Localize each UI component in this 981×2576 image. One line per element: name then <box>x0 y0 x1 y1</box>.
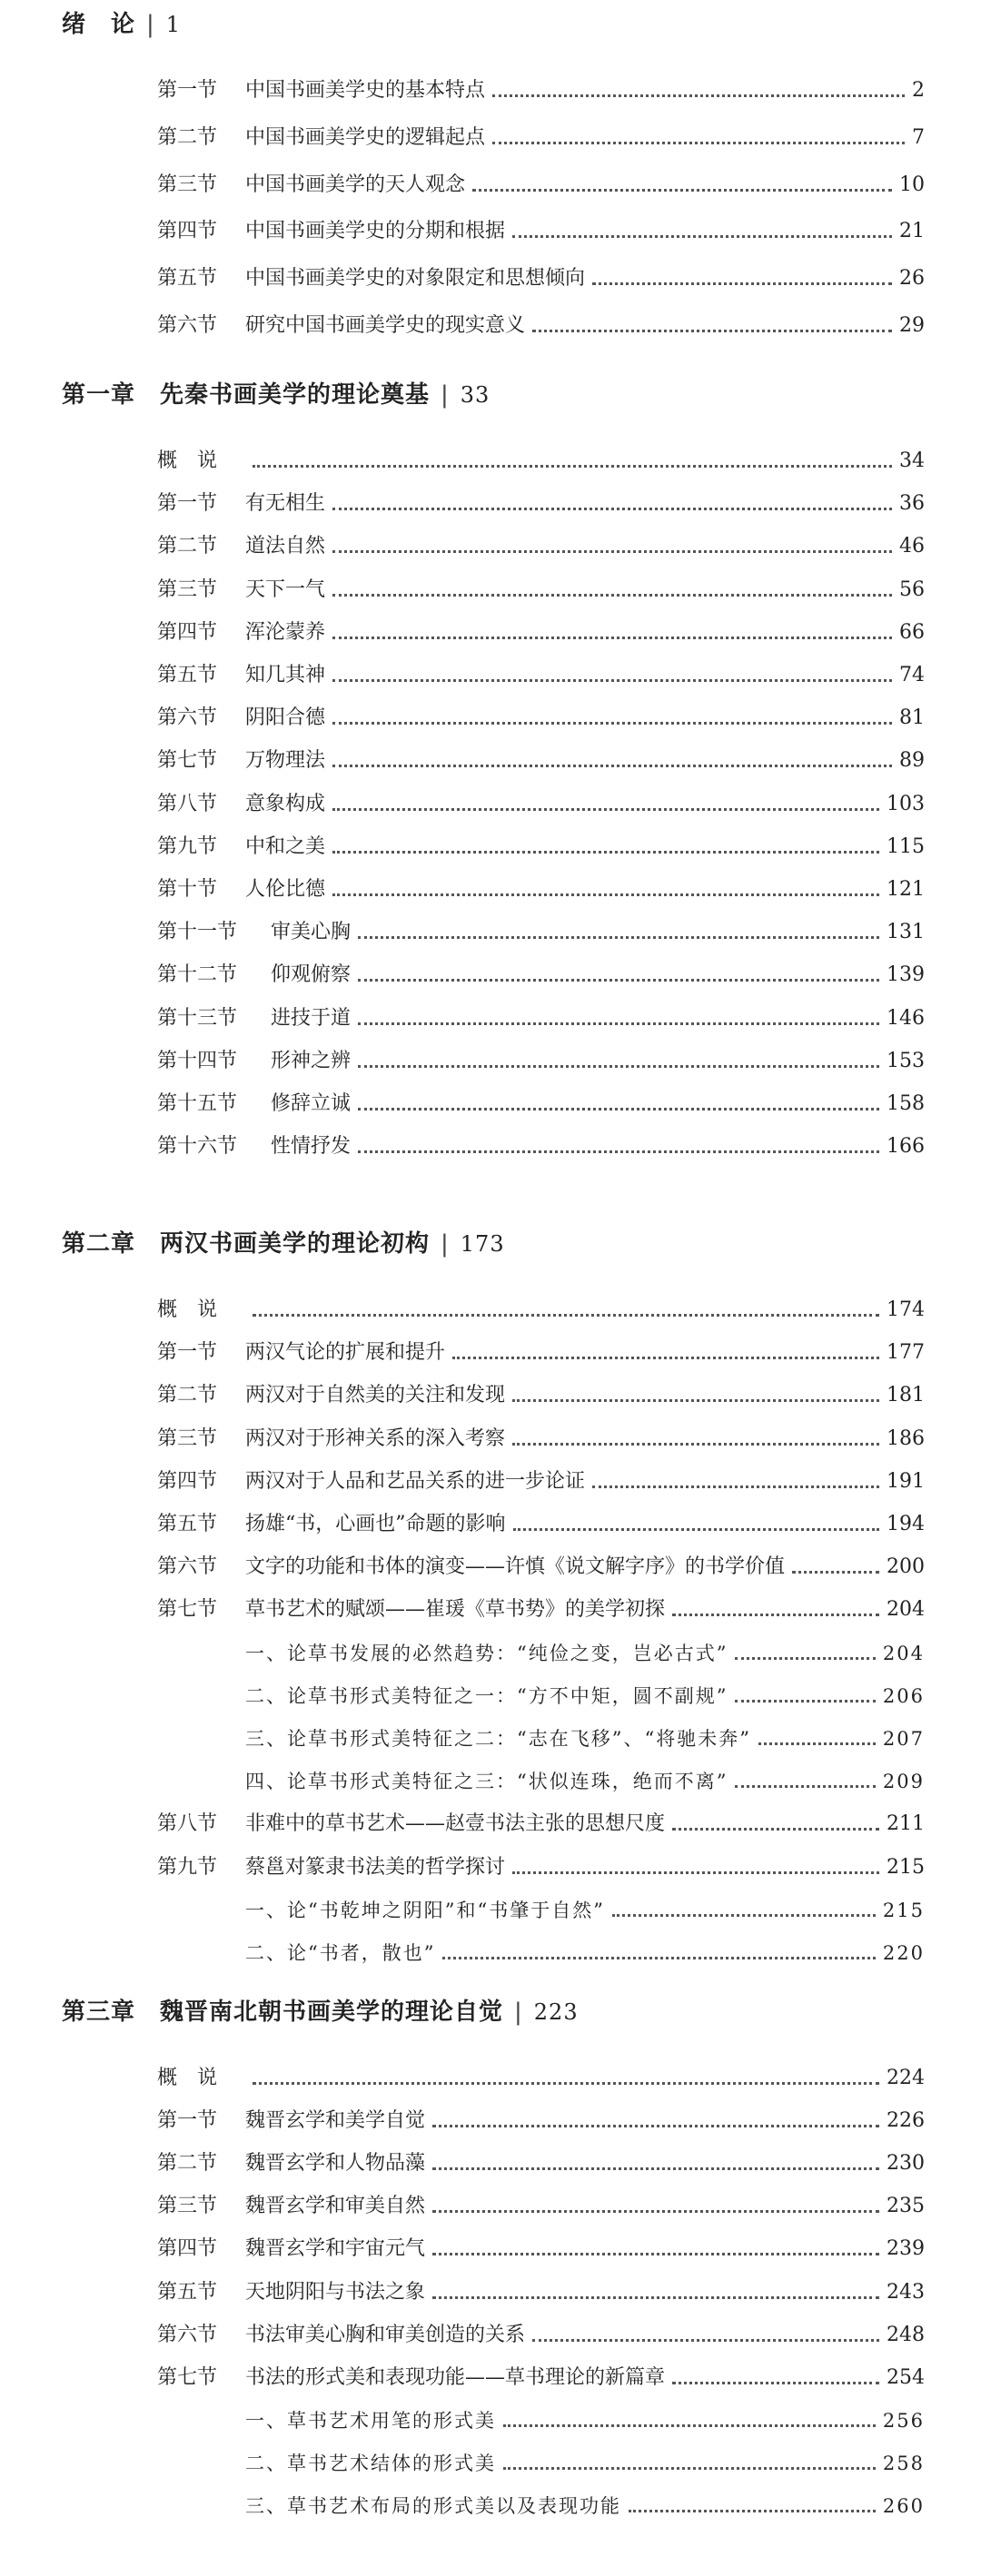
page-number: 74 <box>899 664 925 686</box>
chapter-title: 第三章 魏晋南北朝书画美学的理论自觉 <box>62 1999 504 2026</box>
dot-leader <box>358 1108 879 1110</box>
section-title: 蔡邕对篆隶书法美的哲学探讨 <box>245 1856 506 1879</box>
toc-entry[interactable] <box>157 2363 925 2393</box>
section-label: 第十节 <box>157 878 218 901</box>
page-number: 181 <box>887 1384 925 1406</box>
toc-entry[interactable] <box>157 1295 925 1326</box>
section-label: 第二节 <box>157 1384 218 1406</box>
toc-subentry[interactable] <box>245 1938 925 1969</box>
toc-subentry[interactable] <box>245 2405 925 2436</box>
section-title: 一、论“书乾坤之阴阳”和“书肇于自然” <box>245 1900 605 1921</box>
section-label: 第四节 <box>157 2237 218 2260</box>
section-label: 第五节 <box>157 267 218 290</box>
toc-entry[interactable] <box>157 1509 925 1540</box>
toc-entry[interactable] <box>157 446 925 477</box>
section-title: 中国书画美学史的逻辑起点 <box>245 126 486 149</box>
page-number: 243 <box>887 2281 925 2304</box>
dot-leader <box>332 893 879 896</box>
page-number: 103 <box>887 793 925 815</box>
toc-subentry[interactable] <box>245 1723 925 1754</box>
section-title: 两汉气论的扩展和提升 <box>245 1341 446 1364</box>
section-title: 中和之美 <box>245 835 326 858</box>
dot-leader <box>253 1314 879 1317</box>
dot-leader <box>629 2510 876 2512</box>
section-label: 第十五节 <box>157 1092 238 1115</box>
page-number: 256 <box>882 2410 925 2432</box>
page-number: 260 <box>882 2495 925 2517</box>
dot-leader <box>332 722 892 725</box>
section-title: 魏晋玄学和美学自觉 <box>245 2109 426 2132</box>
separator: | <box>441 381 450 409</box>
section-label: 第三节 <box>157 578 218 601</box>
toc-entry[interactable] <box>157 123 925 153</box>
page-number: 194 <box>887 1513 925 1535</box>
section-label: 第四节 <box>157 1470 218 1493</box>
section-label: 第十六节 <box>157 1135 238 1158</box>
section-label: 第二节 <box>157 126 218 149</box>
section-title: 意象构成 <box>245 793 326 815</box>
page-number: 230 <box>887 2152 925 2175</box>
dot-leader <box>503 2424 876 2427</box>
chapter-page-number: 223 <box>533 1999 579 2025</box>
section-label: 第七节 <box>157 749 218 772</box>
dot-leader <box>503 2467 876 2470</box>
section-title: 审美心胸 <box>271 921 352 943</box>
toc-entry[interactable] <box>157 960 925 991</box>
separator: | <box>514 1999 523 2026</box>
chapter-title: 绪 论 <box>62 11 136 38</box>
page-number: 215 <box>882 1900 925 1921</box>
page-number: 226 <box>887 2109 925 2132</box>
dot-leader <box>492 94 905 97</box>
page-number: 26 <box>899 267 925 290</box>
dot-leader <box>332 851 879 854</box>
section-label: 第十二节 <box>157 963 238 986</box>
dot-leader <box>452 1357 879 1359</box>
toc-entry[interactable] <box>157 311 925 341</box>
page-number: 224 <box>887 2067 925 2089</box>
page-number: 215 <box>887 1856 925 1879</box>
dot-leader <box>358 979 879 982</box>
section-title: 中国书画美学的天人观念 <box>245 173 466 196</box>
section-label: 第三节 <box>157 173 218 196</box>
section-title: 两汉对于自然美的关注和发现 <box>245 1384 506 1406</box>
dot-leader <box>332 637 892 639</box>
toc-entry[interactable] <box>157 1089 925 1120</box>
section-title: 扬雄“书，心画也”命题的影响 <box>245 1513 506 1535</box>
toc-entry[interactable] <box>157 789 925 820</box>
section-label: 第五节 <box>157 1513 218 1535</box>
dot-leader <box>672 1828 879 1831</box>
section-title: 二、论“书者，散也” <box>245 1942 436 1964</box>
section-label: 第五节 <box>157 664 218 686</box>
page-number: 153 <box>887 1050 925 1072</box>
dot-leader <box>512 235 892 238</box>
dot-leader <box>432 2125 879 2127</box>
toc-entry[interactable] <box>157 75 925 106</box>
dot-leader <box>332 679 892 682</box>
page-number: 166 <box>887 1135 925 1158</box>
page-number: 21 <box>899 220 925 242</box>
section-label: 第十一节 <box>157 921 238 943</box>
toc-entry[interactable] <box>157 170 925 201</box>
dot-leader <box>513 1528 880 1531</box>
page-number: 206 <box>882 1685 925 1707</box>
page-number: 158 <box>887 1092 925 1115</box>
dot-leader <box>432 2296 879 2299</box>
section-title: 一、论草书发展的必然趋势：“纯俭之变，岂必古式” <box>245 1643 728 1664</box>
dot-leader <box>358 1022 879 1025</box>
section-title: 非难中的草书艺术——赵壹书法主张的思想尺度 <box>245 1812 666 1835</box>
toc-entry[interactable] <box>157 1003 925 1034</box>
dot-leader <box>332 508 892 510</box>
page-number: 36 <box>899 492 925 515</box>
dot-leader <box>532 330 892 332</box>
section-label: 概 说 <box>157 1298 218 1321</box>
page-number: 248 <box>887 2324 925 2346</box>
section-label: 第一节 <box>157 1341 218 1364</box>
toc-entry[interactable] <box>157 2277 925 2308</box>
dot-leader <box>592 282 892 285</box>
section-title: 中国书画美学史的基本特点 <box>245 79 486 102</box>
toc-entry[interactable] <box>157 263 925 294</box>
section-title: 性情抒发 <box>271 1135 352 1158</box>
section-title: 仰观俯察 <box>271 963 352 986</box>
section-title: 修辞立诚 <box>271 1092 352 1115</box>
toc-subentry[interactable] <box>245 1766 925 1797</box>
page-number: 204 <box>882 1643 925 1664</box>
dot-leader <box>253 465 892 468</box>
toc-subentry[interactable] <box>245 1681 925 1712</box>
toc-entry[interactable] <box>157 832 925 863</box>
section-title: 二、草书艺术结体的形式美 <box>245 2453 496 2474</box>
dot-leader <box>253 2082 879 2085</box>
section-label: 第四节 <box>157 621 218 644</box>
section-title: 魏晋玄学和人物品藻 <box>245 2152 426 2175</box>
toc-entry[interactable] <box>157 1466 925 1497</box>
chapter-title: 第二章 两汉书画美学的理论初构 <box>62 1230 431 1258</box>
section-title: 阴阳合德 <box>245 706 326 729</box>
chapter-page-number: 173 <box>460 1231 505 1257</box>
section-label: 第三节 <box>157 1427 218 1450</box>
section-title: 魏晋玄学和审美自然 <box>245 2195 426 2217</box>
section-title: 三、论草书形式美特征之二：“志在飞移”、“将驰未奔” <box>245 1728 751 1750</box>
dot-leader <box>672 1614 879 1616</box>
page-number: 211 <box>887 1812 925 1835</box>
section-label: 第六节 <box>157 706 218 729</box>
section-label: 第六节 <box>157 314 218 337</box>
toc-entry[interactable] <box>157 617 925 648</box>
page-number: 131 <box>887 921 925 943</box>
section-title: 研究中国书画美学史的现实意义 <box>245 314 526 337</box>
toc-entry[interactable] <box>157 660 925 691</box>
dot-leader <box>358 1065 879 1068</box>
section-label: 第二节 <box>157 535 218 558</box>
dot-leader <box>758 1742 876 1745</box>
section-label: 第六节 <box>157 2324 218 2346</box>
page-number: 177 <box>887 1341 925 1364</box>
toc-entry[interactable] <box>157 1552 925 1583</box>
dot-leader <box>472 189 892 192</box>
chapter-heading <box>62 1229 505 1259</box>
toc-entry[interactable] <box>157 1380 925 1411</box>
toc-entry[interactable] <box>157 531 925 562</box>
dot-leader <box>735 1785 875 1788</box>
section-title: 天地阴阳与书法之象 <box>245 2281 426 2304</box>
section-label: 第七节 <box>157 2366 218 2389</box>
page-number: 81 <box>899 706 925 729</box>
section-title: 一、草书艺术用笔的形式美 <box>245 2410 496 2432</box>
chapter-heading <box>62 380 490 410</box>
dot-leader <box>432 2210 879 2213</box>
chapter-title: 第一章 先秦书画美学的理论奠基 <box>62 381 431 409</box>
chapter-page-number: 33 <box>460 382 490 408</box>
toc-entry[interactable] <box>157 575 925 606</box>
section-title: 两汉对于形神关系的深入考察 <box>245 1427 506 1450</box>
page-number: 254 <box>887 2366 925 2389</box>
section-title: 中国书画美学史的分期和根据 <box>245 220 506 242</box>
section-title: 三、草书艺术布局的形式美以及表现功能 <box>245 2495 621 2517</box>
section-title: 二、论草书形式美特征之一：“方不中矩，圆不副规” <box>245 1685 728 1707</box>
page-number: 29 <box>899 314 925 337</box>
toc-entry[interactable] <box>157 2191 925 2222</box>
section-label: 第七节 <box>157 1598 218 1621</box>
dot-leader <box>432 2253 879 2255</box>
page-number: 209 <box>882 1771 925 1792</box>
section-title: 魏晋玄学和宇宙元气 <box>245 2237 426 2260</box>
dot-leader <box>672 2382 879 2384</box>
page-number: 139 <box>887 963 925 986</box>
page-number: 220 <box>882 1942 925 1964</box>
section-label: 第五节 <box>157 2281 218 2304</box>
toc-entry[interactable] <box>157 1337 925 1368</box>
page-number: 56 <box>899 578 925 601</box>
page-number: 66 <box>899 621 925 644</box>
page-number: 239 <box>887 2237 925 2260</box>
toc-entry[interactable] <box>157 745 925 776</box>
toc-entry[interactable] <box>157 1809 925 1840</box>
toc-entry[interactable] <box>157 1594 925 1625</box>
dot-leader <box>532 2339 879 2342</box>
page-number: 121 <box>887 878 925 901</box>
chapter-heading <box>62 9 181 40</box>
toc-entry[interactable] <box>157 1424 925 1455</box>
section-label: 第一节 <box>157 492 218 515</box>
separator: | <box>146 11 155 38</box>
page-number: 174 <box>887 1298 925 1321</box>
section-title: 知几其神 <box>245 664 326 686</box>
section-label: 第九节 <box>157 835 218 858</box>
toc-entry[interactable] <box>157 489 925 519</box>
section-label: 第八节 <box>157 793 218 815</box>
section-title: 道法自然 <box>245 535 326 558</box>
toc-entry[interactable] <box>157 703 925 734</box>
section-label: 第三节 <box>157 2195 218 2217</box>
section-title: 天下一气 <box>245 578 326 601</box>
section-label: 概 说 <box>157 449 218 472</box>
toc-entry[interactable] <box>157 2320 925 2351</box>
section-label: 第二节 <box>157 2152 218 2175</box>
page-number: 34 <box>899 449 925 472</box>
dot-leader <box>358 1150 879 1153</box>
dot-leader <box>612 1914 876 1917</box>
toc-entry[interactable] <box>157 1852 925 1883</box>
toc-subentry[interactable] <box>245 2491 925 2522</box>
section-label: 第十四节 <box>157 1050 238 1072</box>
dot-leader <box>332 550 892 553</box>
section-title: 书法的形式美和表现功能——草书理论的新篇章 <box>245 2366 666 2389</box>
section-title: 有无相生 <box>245 492 326 515</box>
separator: | <box>441 1230 450 1258</box>
toc-entry[interactable] <box>157 1131 925 1162</box>
toc-entry[interactable] <box>157 216 925 247</box>
section-label: 第八节 <box>157 1812 218 1835</box>
toc-entry[interactable] <box>157 917 925 948</box>
dot-leader <box>432 2167 879 2170</box>
section-title: 进技于道 <box>271 1007 352 1030</box>
page-number: 258 <box>882 2453 925 2474</box>
section-title: 两汉对于人品和艺品关系的进一步论证 <box>245 1470 586 1493</box>
page-number: 46 <box>899 535 925 558</box>
section-label: 第一节 <box>157 79 218 102</box>
section-title: 草书艺术的赋颂——崔瑗《草书势》的美学初探 <box>245 1598 666 1621</box>
section-label: 第一节 <box>157 2109 218 2132</box>
toc-entry[interactable] <box>157 874 925 905</box>
dot-leader <box>735 1700 875 1703</box>
toc-entry[interactable] <box>157 2234 925 2265</box>
chapter-page-number: 1 <box>165 12 182 37</box>
toc-subentry[interactable] <box>245 1895 925 1926</box>
section-title: 文字的功能和书体的演变——许慎《说文解字序》的书学价值 <box>245 1555 786 1578</box>
section-label: 概 说 <box>157 2067 218 2089</box>
section-label: 第九节 <box>157 1856 218 1879</box>
section-title: 浑沦蒙养 <box>245 621 326 644</box>
page-number: 7 <box>912 126 925 149</box>
page-number: 191 <box>887 1470 925 1493</box>
section-title: 四、论草书形式美特征之三：“状似连珠，绝而不离” <box>245 1771 728 1792</box>
dot-leader <box>735 1657 875 1660</box>
toc-subentry[interactable] <box>245 2448 925 2479</box>
page-number: 146 <box>887 1007 925 1030</box>
dot-leader <box>592 1485 879 1488</box>
dot-leader <box>442 1957 875 1959</box>
chapter-heading <box>62 1997 579 2028</box>
page-number: 207 <box>882 1728 925 1750</box>
toc-subentry[interactable] <box>245 1638 925 1669</box>
section-title: 人伦比德 <box>245 878 326 901</box>
page-number: 115 <box>887 835 925 858</box>
dot-leader <box>492 142 905 144</box>
toc-entry[interactable] <box>157 2063 925 2094</box>
dot-leader <box>512 1871 879 1874</box>
dot-leader <box>332 808 879 811</box>
section-title: 中国书画美学史的对象限定和思想倾向 <box>245 267 586 290</box>
toc-entry[interactable] <box>157 2106 925 2137</box>
page-number: 200 <box>887 1555 925 1578</box>
page-number: 10 <box>899 173 925 196</box>
dot-leader <box>332 594 892 597</box>
section-label: 第六节 <box>157 1555 218 1578</box>
section-title: 万物理法 <box>245 749 326 772</box>
page-number: 2 <box>912 79 925 102</box>
dot-leader <box>358 936 879 939</box>
dot-leader <box>792 1571 879 1574</box>
page-number: 89 <box>899 749 925 772</box>
page-number: 235 <box>887 2195 925 2217</box>
section-label: 第四节 <box>157 220 218 242</box>
toc-entry[interactable] <box>157 1046 925 1077</box>
dot-leader <box>332 765 892 767</box>
section-title: 形神之辨 <box>271 1050 352 1072</box>
toc-entry[interactable] <box>157 2148 925 2179</box>
section-title: 书法审美心胸和审美创造的关系 <box>245 2324 526 2346</box>
page-number: 186 <box>887 1427 925 1450</box>
page-number: 204 <box>887 1598 925 1621</box>
section-label: 第十三节 <box>157 1007 238 1030</box>
dot-leader <box>512 1443 879 1446</box>
dot-leader <box>512 1399 879 1402</box>
